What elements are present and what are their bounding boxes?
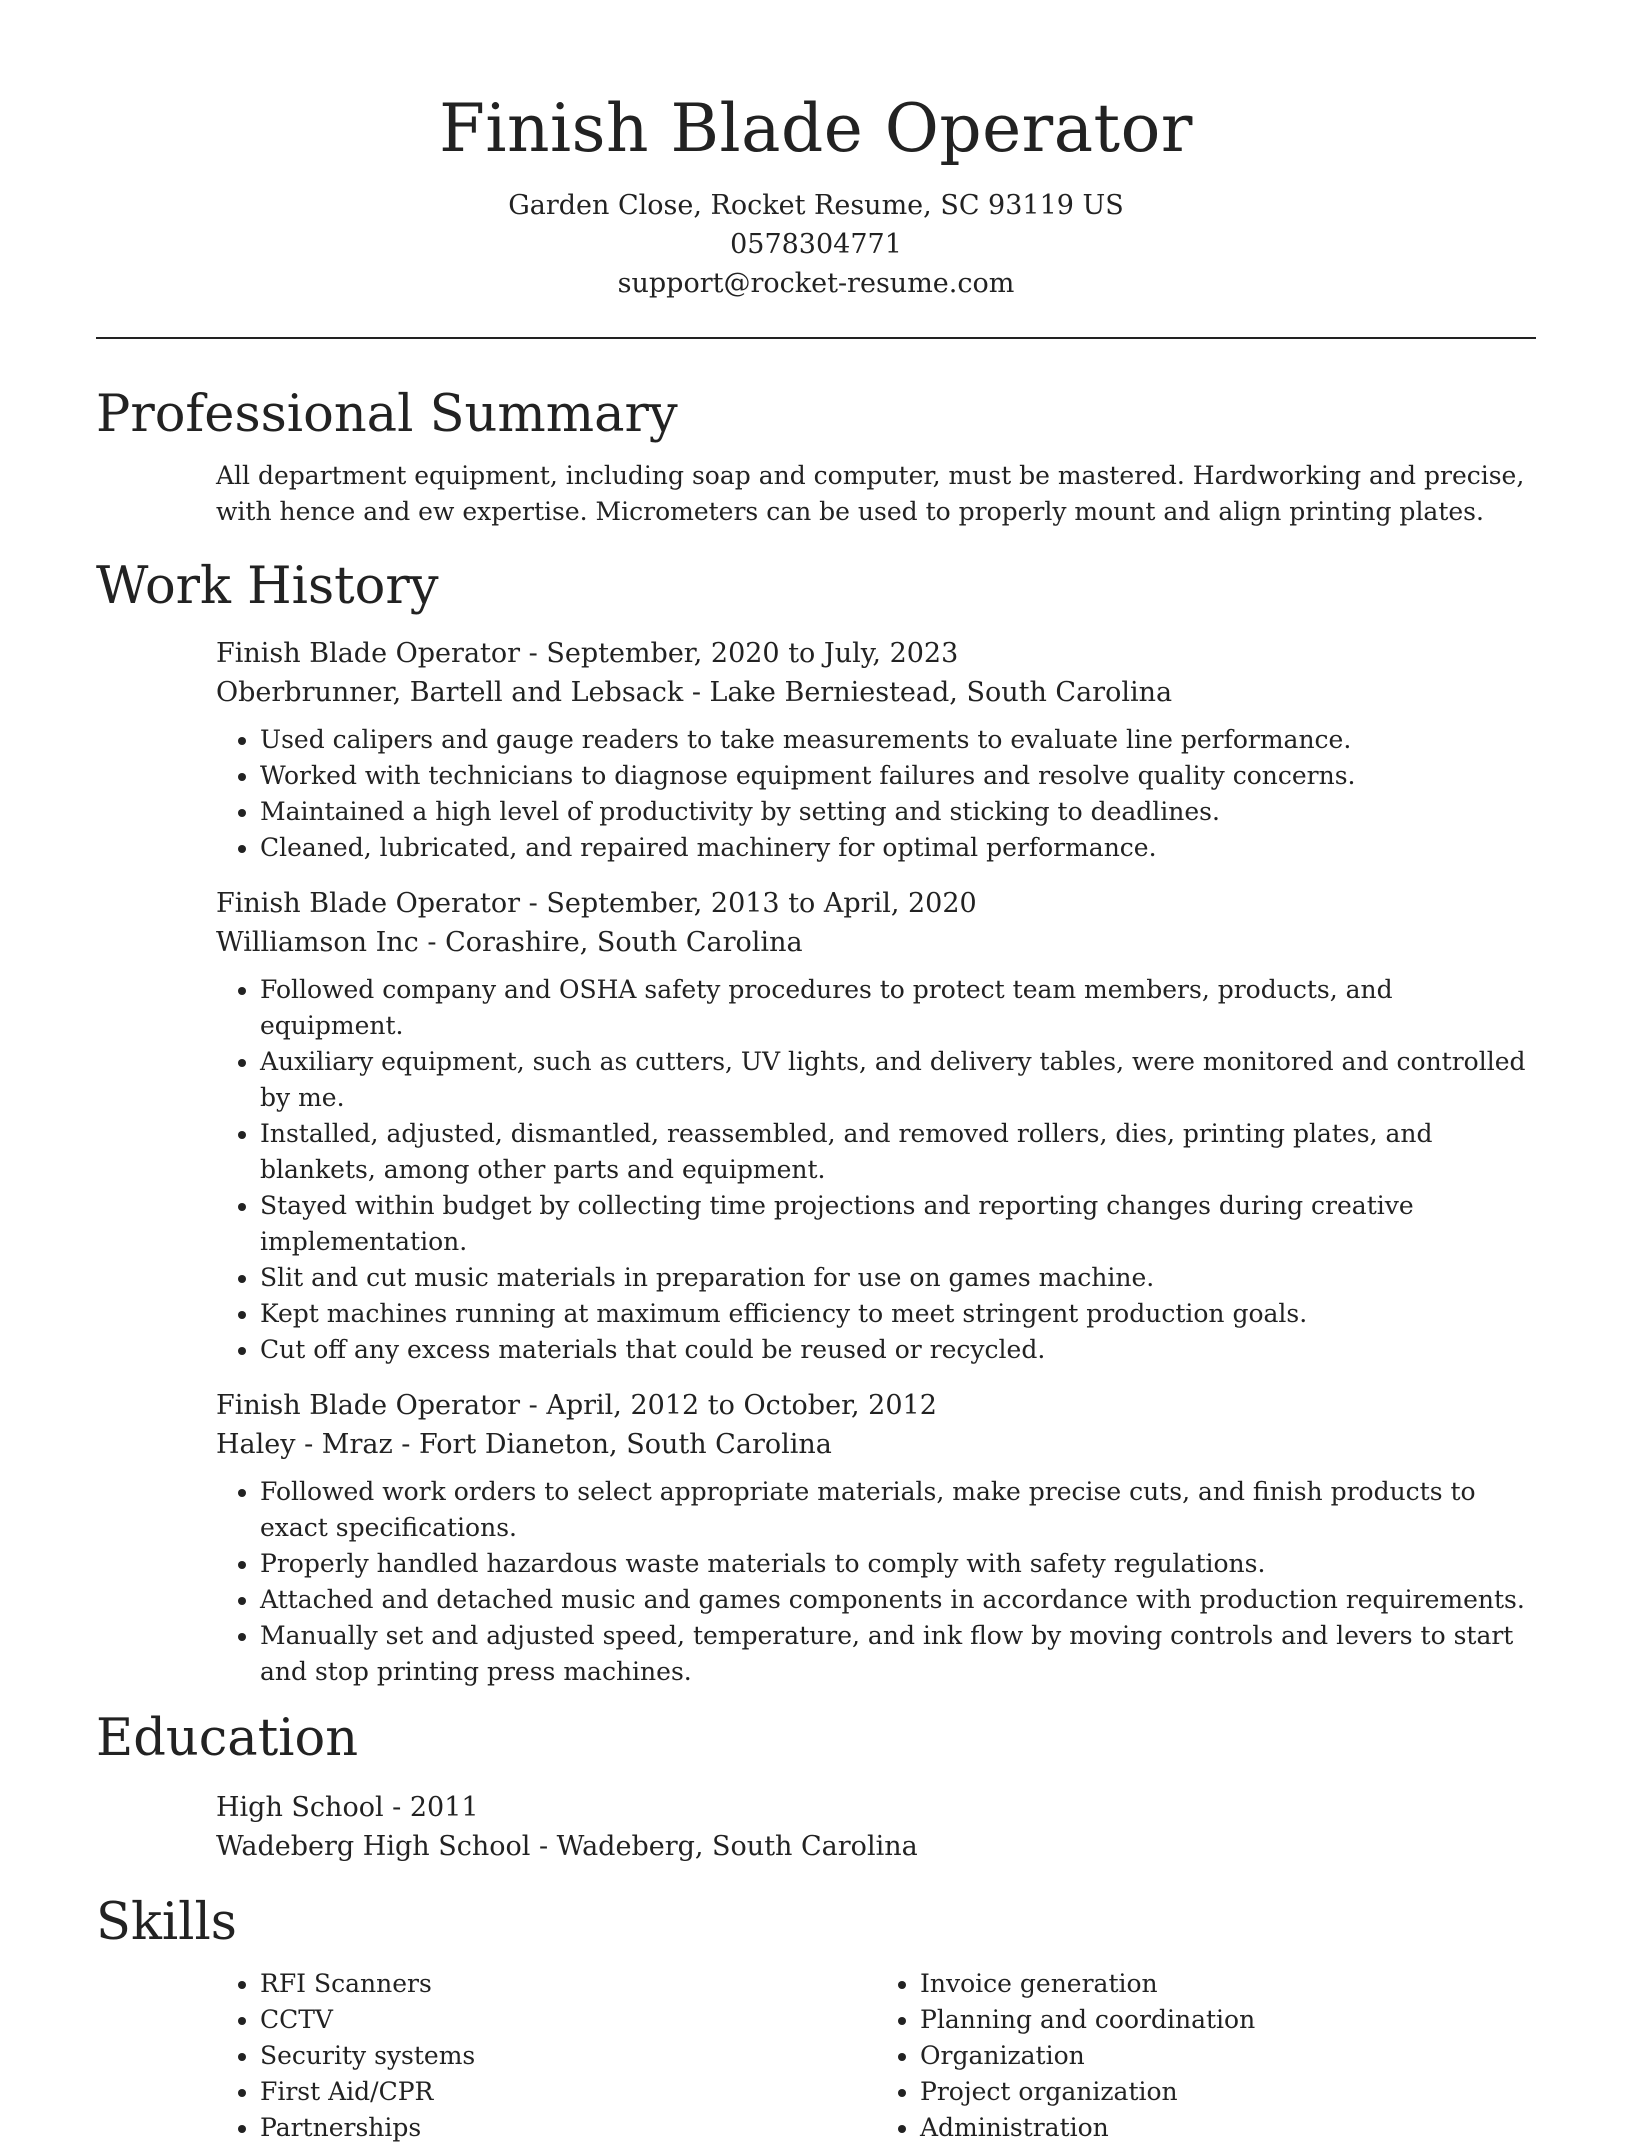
jobs-list [216, 634, 1536, 1690]
job-bullet: • Properly handled hazardous waste materials to comply with safety regulations. [260, 1546, 1536, 1582]
work-history-section [96, 554, 1536, 1690]
job-company-location: Williamson Inc - Corashire, South Carolina [216, 927, 803, 958]
job-bullet: • Followed work orders to select appropriate materials, make precise cuts, and finish products to exact specifications. [260, 1474, 1536, 1546]
skill-item: • Organization [920, 2038, 1536, 2074]
contact-info [96, 186, 1536, 303]
job-bullet: • Used calipers and gauge readers to take measurements to evaluate line performance. [260, 722, 1536, 758]
education-section [96, 1706, 1536, 1866]
job-bullet: • Auxiliary equipment, such as cutters, UV lights, and delivery tables, were monitored and controlled by me. [260, 1044, 1536, 1116]
skill-item: • Invoice generation [920, 1966, 1536, 2002]
job-bullets [216, 1474, 1536, 1690]
job-title-dates: Finish Blade Operator - September, 2013 to April, 2020 [216, 888, 977, 919]
skill-item: • First Aid/CPR [260, 2074, 876, 2110]
resume-header [96, 0, 1536, 303]
skill-item: • Planning and coordination [920, 2002, 1536, 2038]
job-entry [216, 634, 1536, 866]
job-bullets [216, 722, 1536, 866]
job-title-dates: Finish Blade Operator - April, 2012 to October, 2012 [216, 1390, 937, 1421]
phone: 0578304771 [730, 229, 902, 260]
skill-item: • CCTV [260, 2002, 876, 2038]
skills-column-left [216, 1966, 876, 2146]
skill-item: • Administration [920, 2110, 1536, 2146]
job-bullet: • Maintained a high level of productivity by setting and sticking to deadlines. [260, 794, 1536, 830]
email: support@rocket-resume.com [617, 268, 1015, 299]
summary-title: Professional Summary [96, 385, 678, 444]
skill-item: • Partnerships [260, 2110, 876, 2146]
job-bullet: • Manually set and adjusted speed, temperature, and ink flow by moving controls and levers to start and stop printing press machines. [260, 1618, 1536, 1690]
skills-column-right [876, 1966, 1536, 2146]
skill-item: • Security systems [260, 2038, 876, 2074]
job-bullet: • Installed, adjusted, dismantled, reassembled, and removed rollers, dies, printing plates, and blankets, among other parts and equipment. [260, 1116, 1536, 1188]
work-history-title: Work History [96, 557, 439, 616]
job-bullet: • Stayed within budget by collecting time projections and reporting changes during creative implementation. [260, 1188, 1536, 1260]
education-degree: High School - 2011 [216, 1792, 479, 1823]
education-entry [216, 1788, 1536, 1866]
job-company-location: Haley - Mraz - Fort Dianeton, South Carolina [216, 1429, 832, 1460]
skill-item: • RFI Scanners [260, 1966, 876, 2002]
education-title: Education [96, 1709, 359, 1768]
address: Garden Close, Rocket Resume, SC 93119 US [508, 190, 1124, 221]
summary-section [96, 382, 1536, 530]
education-school: Wadeberg High School - Wadeberg, South Carolina [216, 1831, 918, 1862]
job-company-location: Oberbrunner, Bartell and Lebsack - Lake Berniestead, South Carolina [216, 677, 1173, 708]
job-bullet: • Worked with technicians to diagnose equipment failures and resolve quality concerns. [260, 758, 1536, 794]
job-bullet: • Attached and detached music and games components in accordance with production requirements. [260, 1582, 1536, 1618]
job-entry [216, 884, 1536, 1368]
job-bullet: • Cut off any excess materials that could be reused or recycled. [260, 1332, 1536, 1368]
resume-page [96, 0, 1536, 2146]
candidate-name: Finish Blade Operator [439, 90, 1193, 167]
job-entry [216, 1386, 1536, 1690]
skills-title: Skills [96, 1893, 237, 1952]
job-bullet: • Slit and cut music materials in preparation for use on games machine. [260, 1260, 1536, 1296]
summary-text: All department equipment, including soap and computer, must be mastered. Hardworking and precise, with hence and ew expertise. Micrometers can be used to properly mount and align printing plates. [216, 461, 1525, 526]
job-title-dates: Finish Blade Operator - September, 2020 to July, 2023 [216, 638, 959, 669]
job-bullet: • Followed company and OSHA safety procedures to protect team members, products, and equipment. [260, 972, 1536, 1044]
header-divider [96, 337, 1536, 339]
job-bullet: • Kept machines running at maximum efficiency to meet stringent production goals. [260, 1296, 1536, 1332]
job-bullet: • Cleaned, lubricated, and repaired machinery for optimal performance. [260, 830, 1536, 866]
skills-section [96, 1890, 1536, 2146]
job-bullets [216, 972, 1536, 1368]
skill-item: • Project organization [920, 2074, 1536, 2110]
skills-grid [216, 1966, 1536, 2146]
